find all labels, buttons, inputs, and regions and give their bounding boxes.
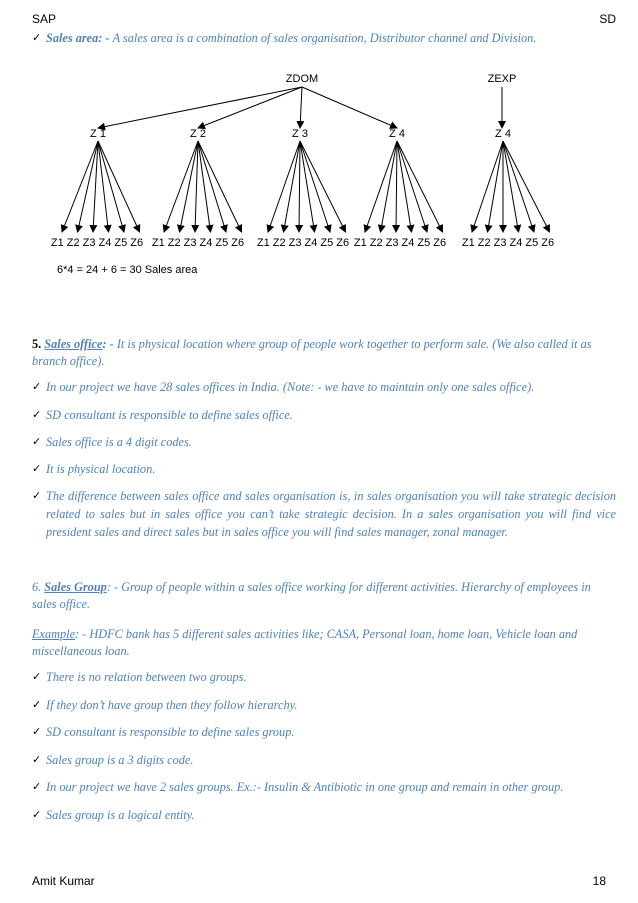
connector-group-1-to-leaf-2 [78,141,99,232]
group-node-1: Z 1 [90,128,106,140]
sales-office-sep: : - [102,337,117,351]
connector-group-4-to-leaf-1 [365,141,397,232]
sales-office-bullet-5: ✓ The difference between sales office and sales organisation is, in sales organisation you will take strategic decision related to sales but in sales office you can’t take strategic decision. In a sales organisation you will find vice president sales and direct sales but in sales office you will find sales manager, zonal manager. [32,489,616,539]
connector-group-1-to-leaf-6 [98,141,140,232]
sales-group-intro-text: : - Group of people within a sales office working for different activities. Hierarchy of employees in sales office. [32,580,591,611]
check-icon: ✓ [32,698,42,711]
connector-group-5-to-leaf-4 [503,141,519,232]
sales-area-label: Sales area: - [46,31,113,45]
root-node-zexp: ZEXP [487,73,517,85]
group-node-4: Z 4 [389,128,405,140]
connector-root-to-group-2 [198,87,302,128]
sales-office-bullet-3: ✓ Sales office is a 4 digit codes. [32,432,616,452]
check-icon: ✓ [32,462,42,475]
connector-group-1-to-leaf-1 [62,141,98,232]
group-node-3: Z 3 [292,128,308,140]
footer-author: Amit Kumar [32,874,95,888]
connector-group-1-to-leaf-3 [93,141,98,232]
sales-group-intro [32,579,606,613]
leaf-row-1: Z1 Z2 Z3 Z4 Z5 Z6 [50,237,144,249]
sales-office-bullet-4: ✓ It is physical location. [32,459,616,479]
footer-page-number: 18 [592,874,606,888]
leaf-row-3: Z1 Z2 Z3 Z4 Z5 Z6 [256,237,350,249]
connector-root-to-group-4 [302,87,397,128]
connector-group-1-to-leaf-5 [98,141,124,232]
section-number: 5. [32,337,45,351]
sales-office-bullet-2: ✓ SD consultant is responsible to define sales office. [32,405,616,425]
sales-area-diagram [0,0,638,290]
check-icon: ✓ [32,489,42,502]
sales-group-bullet-2: ✓ If they don’t have group then they follow hierarchy. [32,695,616,715]
sales-group-title: Sales Group [44,580,107,594]
connector-group-1-to-leaf-4 [98,141,109,232]
sales-office-title: Sales office [44,337,103,351]
check-icon: ✓ [32,670,42,683]
sales-area-text: A sales area is a combination of sales organisation, Distributor channel and Division. [112,31,537,45]
connector-group-4-to-leaf-2 [381,141,398,232]
sales-group-bullet-1: ✓ There is no relation between two groups. [32,667,616,687]
connector-group-5-to-leaf-2 [488,141,504,232]
sales-group-bullet-5: ✓ In our project we have 2 sales groups. Ex.:- Insulin & Antibiotic in one group and remain in other group. [32,777,616,797]
group-node-2: Z 2 [190,128,206,140]
sales-office-intro-text: It is physical location where group of people work together to perform sale. (We also called it as branch office). [32,337,592,368]
connector-group-3-to-leaf-5 [300,141,330,232]
connector-group-3-to-leaf-2 [284,141,301,232]
leaf-row-4: Z1 Z2 Z3 Z4 Z5 Z6 [353,237,447,249]
header-right: SD [599,12,616,26]
sales-group-bullet-6: ✓ Sales group is a logical entity. [32,805,616,825]
sales-office-bullet-1: ✓ In our project we have 28 sales offices in India. (Note: - we have to maintain only one sales office). [32,377,616,397]
connector-root-to-group-3 [300,87,302,128]
check-icon: ✓ [32,408,42,421]
example-label: Example [32,627,76,641]
check-icon: ✓ [32,780,42,793]
example-text: : - HDFC bank has 5 different sales activities like; CASA, Personal loan, home loan, Vehicle loan and miscellaneous loan. [32,627,578,658]
check-icon: ✓ [32,808,42,821]
connector-group-2-to-leaf-5 [198,141,226,232]
sales-office-intro [32,336,606,370]
leaf-row-5: Z1 Z2 Z3 Z4 Z5 Z6 [461,237,555,249]
sales-group-bullet-3: ✓ SD consultant is responsible to define sales group. [32,722,616,742]
check-icon: ✓ [32,753,42,766]
leaf-row-2: Z1 Z2 Z3 Z4 Z5 Z6 [151,237,245,249]
check-icon: ✓ [32,31,42,44]
section-number-6: 6. [32,580,45,594]
group-node-5: Z 4 [495,128,511,140]
sales-group-example [32,626,606,660]
connector-group-3-to-leaf-1 [268,141,300,232]
connector-root-to-group-1 [98,87,302,128]
check-icon: ✓ [32,725,42,738]
header-left: SAP [32,12,57,26]
sales-group-bullet-4: ✓ Sales group is a 3 digits code. [32,750,616,770]
connector-group-4-to-leaf-5 [397,141,427,232]
connector-group-4-to-leaf-3 [396,141,397,232]
check-icon: ✓ [32,380,42,393]
connector-group-5-to-leaf-1 [472,141,503,232]
connector-group-3-to-leaf-3 [299,141,300,232]
sales-area-formula: 6*4 = 24 + 6 = 30 Sales area [57,264,198,276]
connector-group-2-to-leaf-1 [164,141,198,232]
connector-group-5-to-leaf-5 [503,141,534,232]
root-node-zdom: ZDOM [285,73,319,85]
check-icon: ✓ [32,435,42,448]
connector-group-5-to-leaf-6 [503,141,550,232]
